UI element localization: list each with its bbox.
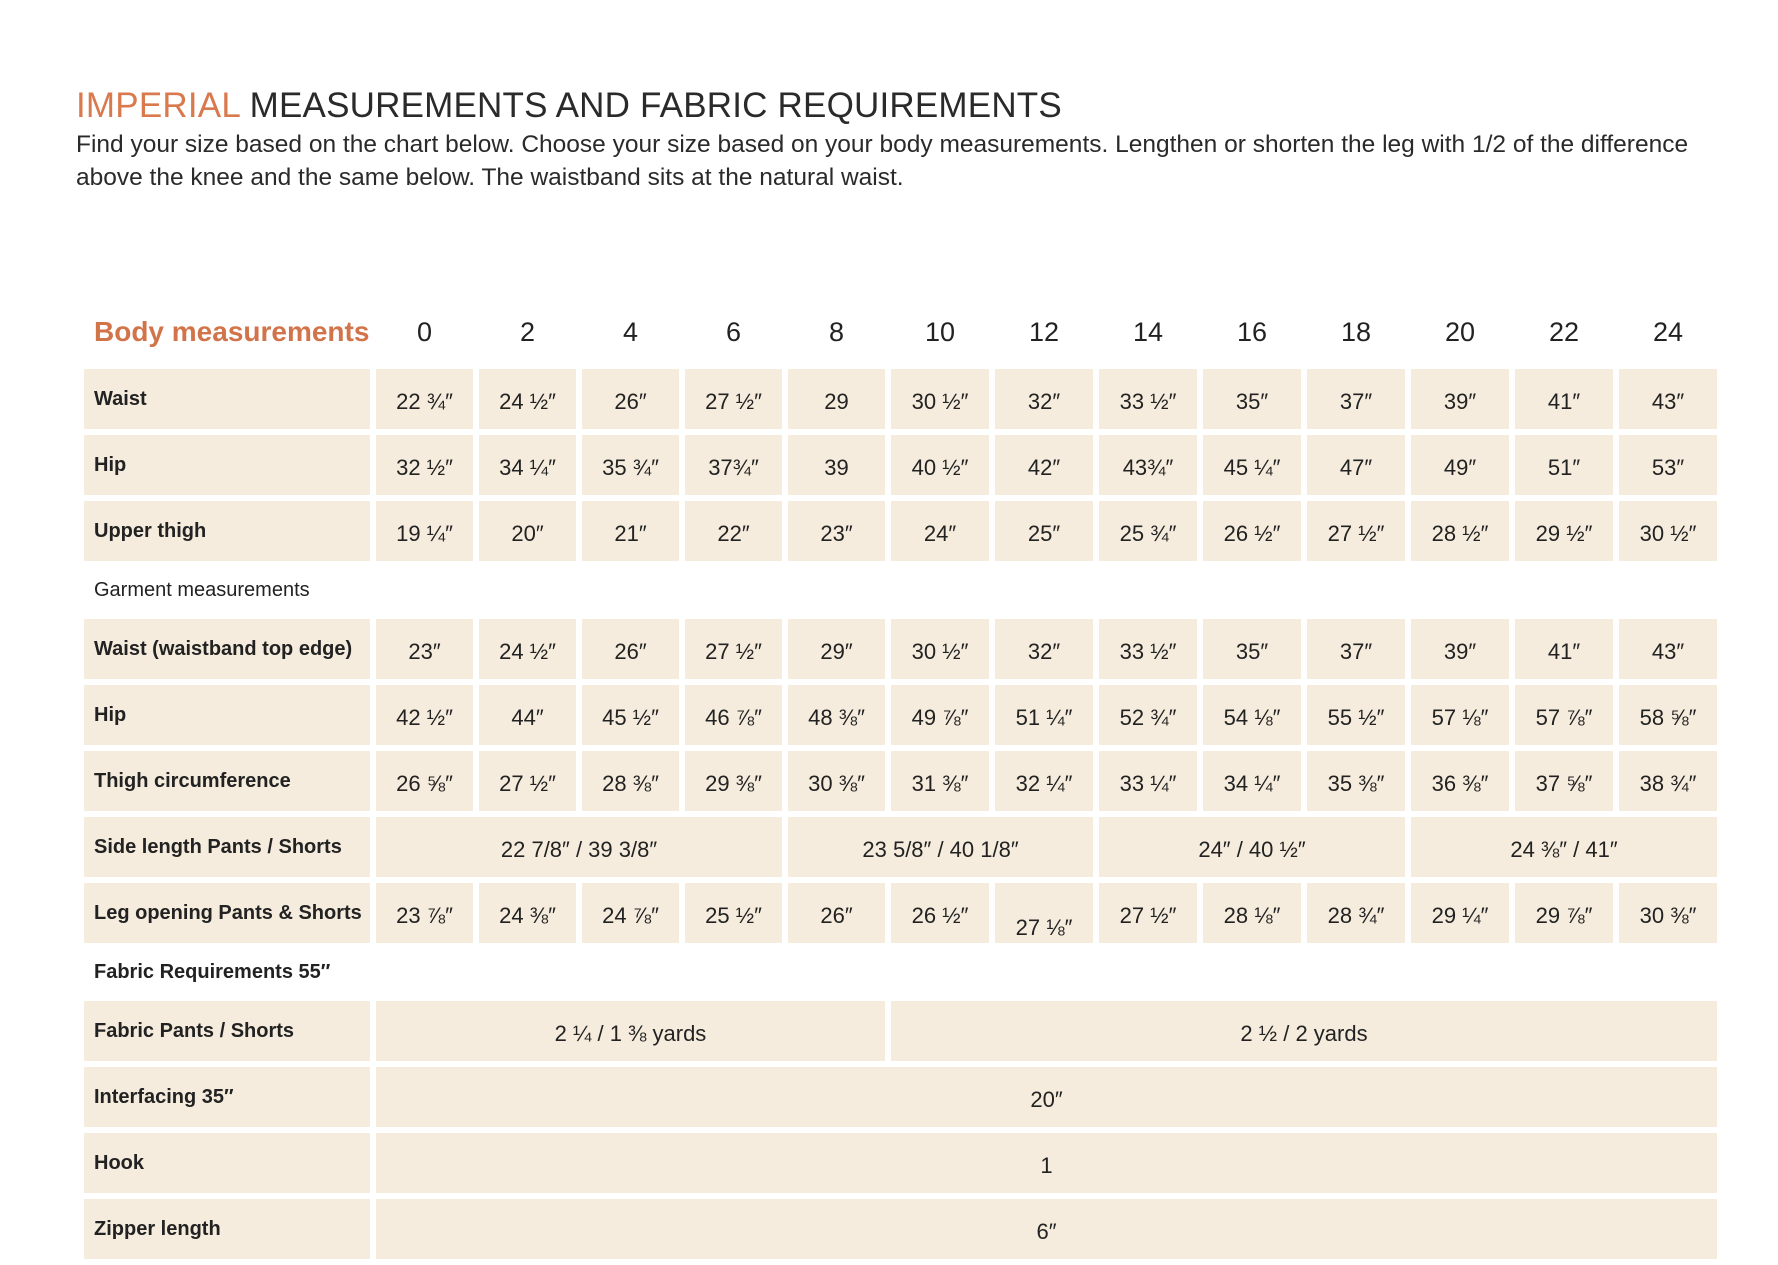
table-row — [84, 1067, 1717, 1127]
size-header-row — [84, 301, 1717, 363]
table-cell: 20″ — [479, 501, 576, 561]
table-cell: 32″ — [995, 619, 1093, 679]
table-cell: 29 ½″ — [1515, 501, 1613, 561]
table-cell: 1 — [376, 1133, 1717, 1193]
table-row — [84, 369, 1717, 429]
table-cell: 26 ⅝″ — [376, 751, 473, 811]
table-cell: 23″ — [788, 501, 885, 561]
table-cell: 36 ⅜″ — [1411, 751, 1509, 811]
table-cell: 34 ¼″ — [479, 435, 576, 495]
body-measurements-label: Body measurements — [94, 316, 370, 347]
table-row — [84, 1133, 1717, 1193]
table-cell: 25 ½″ — [685, 883, 782, 943]
table-cell: 39 — [788, 435, 885, 495]
table-cell: 52 ¾″ — [1099, 685, 1197, 745]
table-cell: 26″ — [582, 369, 679, 429]
table-cell: 24 ½″ — [479, 369, 576, 429]
table-cell: 37¾″ — [685, 435, 782, 495]
table-cell: 23 5/8″ / 40 1/8″ — [788, 817, 1093, 877]
table-cell: 2 ¼ / 1 ⅜ yards — [376, 1001, 885, 1061]
size-header: 4 — [622, 316, 639, 347]
table-cell: 48 ⅜″ — [788, 685, 885, 745]
table-cell: 33 ½″ — [1099, 619, 1197, 679]
table-cell: 32″ — [995, 369, 1093, 429]
table-cell: 29 ⅜″ — [685, 751, 782, 811]
section-row — [84, 949, 1717, 995]
row-label: Waist — [84, 369, 370, 429]
intro-text: Find your size based on the chart below. Choose your size based on your body measurements. Lengthen or shorten the leg with 1/2 of the difference above the knee and the same below. The waistband sits at the natural waist. — [76, 131, 1689, 191]
row-label: Side length Pants / Shorts — [84, 817, 370, 877]
table-cell: 21″ — [582, 501, 679, 561]
table-row — [84, 817, 1717, 877]
row-label: Upper thigh — [84, 501, 370, 561]
size-header: 6 — [725, 316, 742, 347]
table-cell: 30 ⅜″ — [1619, 883, 1717, 943]
table-cell: 24 ½″ — [479, 619, 576, 679]
table-cell: 24″ / 40 ½″ — [1099, 817, 1405, 877]
table-cell: 25 ¾″ — [1099, 501, 1197, 561]
table-cell: 37″ — [1307, 619, 1405, 679]
table-cell: 27 ½″ — [1099, 883, 1197, 943]
table-cell: 28 ⅛″ — [1203, 883, 1301, 943]
table-cell: 45 ½″ — [582, 685, 679, 745]
table-cell: 53″ — [1619, 435, 1717, 495]
table-cell: 29 ⅞″ — [1515, 883, 1613, 943]
table-cell: 24 ⅞″ — [582, 883, 679, 943]
size-header: 20 — [1444, 316, 1476, 347]
title-accent: IMPERIAL — [76, 86, 240, 125]
table-cell: 31 ⅜″ — [891, 751, 989, 811]
row-label: Hip — [84, 685, 370, 745]
table-cell: 6″ — [376, 1199, 1717, 1259]
size-header: 0 — [416, 316, 433, 347]
table-row — [84, 619, 1717, 679]
table-cell: 33 ½″ — [1099, 369, 1197, 429]
table-cell: 38 ¾″ — [1619, 751, 1717, 811]
row-label: Thigh circumference — [84, 751, 370, 811]
table-cell: 20″ — [376, 1067, 1717, 1127]
table-cell: 24 ⅜″ / 41″ — [1411, 817, 1717, 877]
table-cell: 39″ — [1411, 369, 1509, 429]
table-row — [84, 501, 1717, 561]
row-label: Waist (waistband top edge) — [84, 619, 370, 679]
size-header: 16 — [1236, 316, 1268, 347]
table-cell: 26 ½″ — [891, 883, 989, 943]
table-cell: 51″ — [1515, 435, 1613, 495]
table-cell: 57 ⅞″ — [1515, 685, 1613, 745]
table-cell: 19 ¼″ — [376, 501, 473, 561]
table-cell: 27 ½″ — [685, 369, 782, 429]
table-cell: 30 ½″ — [891, 619, 989, 679]
table-row — [84, 685, 1717, 745]
garment-measurements-label: Garment measurements — [94, 578, 310, 601]
table-cell: 30 ½″ — [1619, 501, 1717, 561]
table-cell: 32 ½″ — [376, 435, 473, 495]
table-cell: 49″ — [1411, 435, 1509, 495]
table-row — [84, 435, 1717, 495]
table-cell: 22 ¾″ — [376, 369, 473, 429]
row-label: Hip — [84, 435, 370, 495]
table-cell: 54 ⅛″ — [1203, 685, 1301, 745]
table-cell: 45 ¼″ — [1203, 435, 1301, 495]
table-cell: 33 ¼″ — [1099, 751, 1197, 811]
table-cell: 28 ½″ — [1411, 501, 1509, 561]
table-cell: 42″ — [995, 435, 1093, 495]
table-cell: 2 ½ / 2 yards — [891, 1001, 1717, 1061]
table-cell: 49 ⅞″ — [891, 685, 989, 745]
table-row — [84, 1001, 1717, 1061]
table-cell: 58 ⅝″ — [1619, 685, 1717, 745]
table-cell: 35 ⅜″ — [1307, 751, 1405, 811]
table-cell: 47″ — [1307, 435, 1405, 495]
table-cell: 42 ½″ — [376, 685, 473, 745]
table-cell: 22 7/8″ / 39 3/8″ — [376, 817, 782, 877]
table-cell: 29 ¼″ — [1411, 883, 1509, 943]
table-cell: 39″ — [1411, 619, 1509, 679]
size-header: 8 — [828, 316, 845, 347]
size-header: 2 — [519, 316, 536, 347]
table-cell: 44″ — [479, 685, 576, 745]
table-cell: 27 ½″ — [1307, 501, 1405, 561]
table-cell: 23″ — [376, 619, 473, 679]
fabric-requirements-label: Fabric Requirements 55″ — [94, 960, 331, 983]
section-row — [84, 567, 1717, 613]
table-cell: 30 ½″ — [891, 369, 989, 429]
table-cell: 37 ⅝″ — [1515, 751, 1613, 811]
table-cell: 30 ⅜″ — [788, 751, 885, 811]
table-cell: 35 ¾″ — [582, 435, 679, 495]
table-cell: 27 ½″ — [479, 751, 576, 811]
table-cell: 35″ — [1203, 369, 1301, 429]
table-cell: 55 ½″ — [1307, 685, 1405, 745]
row-label: Interfacing 35″ — [84, 1067, 370, 1127]
row-label: Fabric Pants / Shorts — [84, 1001, 370, 1061]
table-cell: 24″ — [891, 501, 989, 561]
table-row — [84, 883, 1717, 943]
table-cell: 57 ⅛″ — [1411, 685, 1509, 745]
row-label: Leg opening Pants & Shorts — [84, 883, 370, 943]
table-cell: 41″ — [1515, 619, 1613, 679]
table-cell: 27 ½″ — [685, 619, 782, 679]
table-cell: 28 ⅜″ — [582, 751, 679, 811]
size-header: 24 — [1652, 316, 1684, 347]
table-row — [84, 751, 1717, 811]
table-cell: 26″ — [582, 619, 679, 679]
size-header: 10 — [924, 316, 956, 347]
table-cell: 32 ¼″ — [995, 751, 1093, 811]
table-cell: 40 ½″ — [891, 435, 989, 495]
table-cell: 27 ⅛″ — [995, 883, 1093, 943]
title-text: MEASUREMENTS AND FABRIC REQUIREMENTS — [249, 86, 1062, 125]
size-header: 12 — [1028, 316, 1060, 347]
row-label: Zipper length — [84, 1199, 370, 1259]
table-cell: 25″ — [995, 501, 1093, 561]
page-title — [76, 86, 1062, 126]
table-cell: 26″ — [788, 883, 885, 943]
table-cell: 29″ — [788, 619, 885, 679]
table-cell: 35″ — [1203, 619, 1301, 679]
size-header: 14 — [1132, 316, 1164, 347]
row-label: Hook — [84, 1133, 370, 1193]
table-cell: 34 ¼″ — [1203, 751, 1301, 811]
table-cell: 26 ½″ — [1203, 501, 1301, 561]
table-row — [84, 1199, 1717, 1259]
table-cell: 43″ — [1619, 619, 1717, 679]
table-cell: 23 ⅞″ — [376, 883, 473, 943]
table-cell: 46 ⅞″ — [685, 685, 782, 745]
table-cell: 37″ — [1307, 369, 1405, 429]
table-cell: 43″ — [1619, 369, 1717, 429]
size-header: 18 — [1340, 316, 1372, 347]
table-cell: 22″ — [685, 501, 782, 561]
table-cell: 51 ¼″ — [995, 685, 1093, 745]
table-cell: 28 ¾″ — [1307, 883, 1405, 943]
table-cell: 29 — [788, 369, 885, 429]
size-chart-table — [78, 295, 1723, 1265]
table-cell: 24 ⅜″ — [479, 883, 576, 943]
table-cell: 43¾″ — [1099, 435, 1197, 495]
size-header: 22 — [1548, 316, 1580, 347]
table-cell: 41″ — [1515, 369, 1613, 429]
